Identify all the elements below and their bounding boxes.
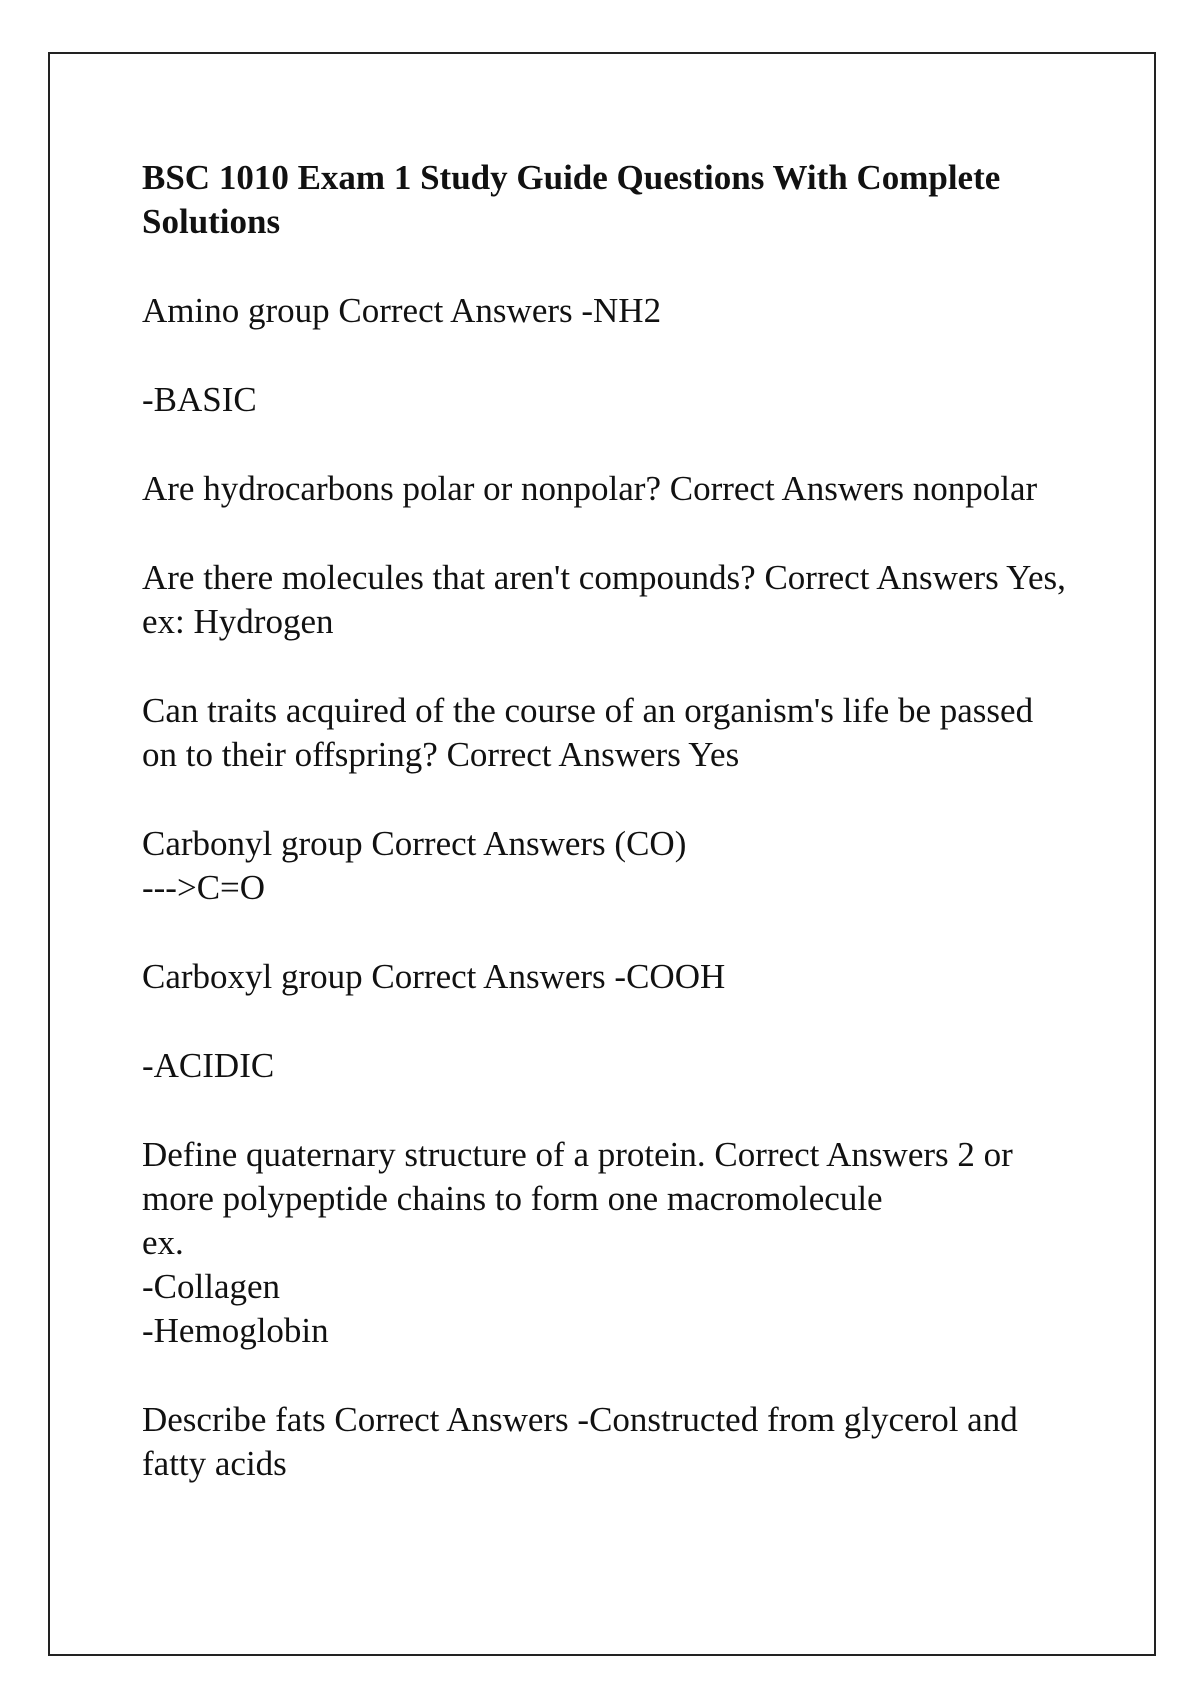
qa-hydrocarbons [142, 467, 1072, 511]
qa-acquired-traits [142, 689, 1072, 777]
qa-amino-group [142, 289, 1072, 333]
text-line: Define quaternary structure of a protein. Correct Answers 2 or more polypeptide chains to form one macromolecule [142, 1135, 1013, 1218]
text-line: -Collagen [142, 1267, 281, 1306]
qa-quaternary-structure [142, 1133, 1072, 1353]
qa-carboxyl-group [142, 955, 1072, 999]
document-title: BSC 1010 Exam 1 Study Guide Questions With Complete Solutions [142, 158, 1001, 241]
text-line: Are hydrocarbons polar or nonpolar? Correct Answers nonpolar [142, 469, 1038, 508]
qa-amino-basic [142, 378, 1072, 422]
text-line: --->C=O [142, 868, 266, 907]
qa-describe-fats [142, 1398, 1072, 1486]
text-line: Are there molecules that aren't compounds? Correct Answers Yes, [142, 558, 1066, 597]
qa-molecules-compounds [142, 556, 1072, 644]
qa-carbonyl-group [142, 822, 1072, 910]
text-line: -ACIDIC [142, 1046, 275, 1085]
text-line: Can traits acquired of the course of an organism's life be passed on to their offspring? Correct Answers Yes [142, 691, 1034, 774]
document-content [142, 156, 1072, 1531]
text-line: ex: Hydrogen [142, 602, 334, 641]
text-line: -BASIC [142, 380, 257, 419]
text-line: ex. [142, 1223, 184, 1262]
text-line: Describe fats Correct Answers -Constructed from glycerol and fatty acids [142, 1400, 1018, 1483]
qa-carboxyl-acidic [142, 1044, 1072, 1088]
text-line: Amino group Correct Answers -NH2 [142, 291, 662, 330]
text-line: Carbonyl group Correct Answers (CO) [142, 824, 687, 863]
text-line: Carboxyl group Correct Answers -COOH [142, 957, 726, 996]
text-line: -Hemoglobin [142, 1311, 329, 1350]
